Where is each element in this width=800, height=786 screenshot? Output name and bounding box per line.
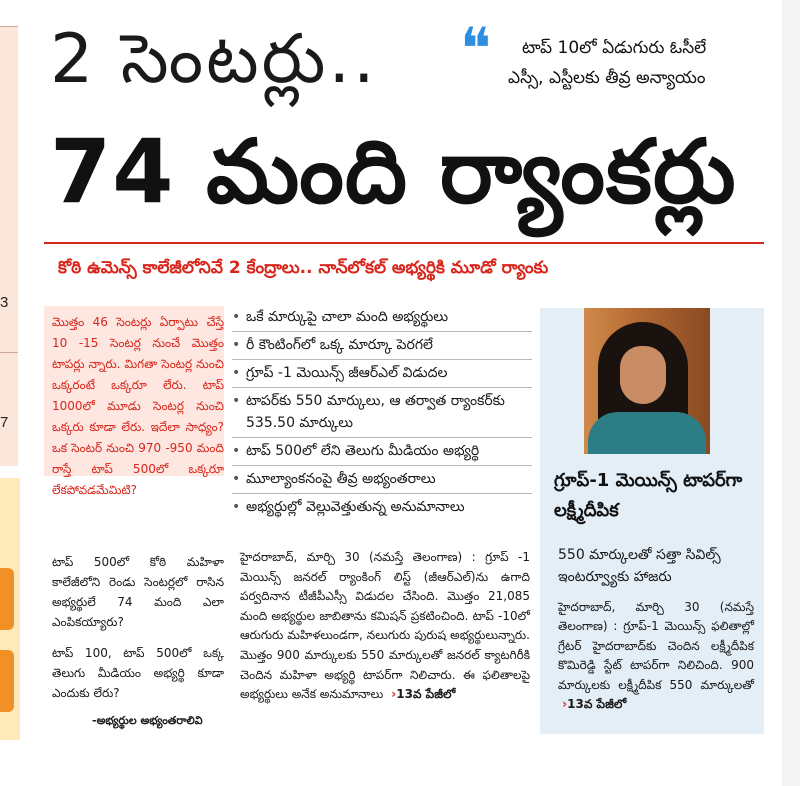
topper-photo [584, 308, 710, 454]
edge-divider [0, 352, 18, 353]
subheadline: కోఠి ఉమెన్స్ కాలేజీలోనివే 2 కేంద్రాలు.. నాన్‌లోకల్ అభ్యర్థికి మూడో ర్యాంకు [58, 258, 549, 278]
bullet-icon: • [232, 309, 241, 325]
subhead-divider [44, 242, 764, 244]
topper-continue-link[interactable]: ›13వ పేజీలో [558, 697, 627, 712]
left-page-edge [0, 26, 18, 466]
topper-subtitle: 550 మార్కులతో సత్తా సివిల్స్ ఇంటర్వ్యూకు హాజరు [558, 547, 721, 585]
sidebar-signature: -అభ్యర్థుల అభ్యంతరాలివి [92, 714, 203, 727]
list-item [232, 388, 532, 438]
bullet-icon: • [232, 443, 241, 459]
ad-graphic [0, 650, 14, 712]
bullet-text: టాప్ 500లో లేని తెలుగు మీడియం అభ్యర్థి [246, 443, 480, 459]
bullet-icon: • [232, 471, 241, 487]
list-item [232, 494, 532, 521]
list-item [232, 438, 532, 466]
bullet-text: మూల్యాంకనంపై తీవ్ర అభ్యంతరాలు [246, 471, 436, 487]
bullet-icon: • [232, 393, 241, 409]
arrow-icon: › [387, 687, 397, 702]
sidebar-red-text: మొత్తం 46 సెంటర్లు ఏర్పాటు చేస్తే 10 -15 సెంటర్ల నుంచే మొత్తం టాపర్లు న్నారు. మిగతా సెంటర్ల నుంచి ఒక్కరంటే ఒక్కరూ లేరు. టాప్ 1000లో మూడు సెంటర్ల నుంచి ఒక్కరు కూడా లేరు. ఇదేలా సాధ్యం? ఒక సెంటర్ నుంచి 970 -950 మంది రాస్తే టాప్ 500లో ఒక్కరూ లేకపోవడమేమిటి? [52, 315, 224, 497]
sidebar-question-2: టాప్ 100, టాప్ 500లో ఒక్క తెలుగు మీడియం అభ్యర్థి కూడా ఎందుకు లేరు? [52, 646, 224, 700]
quote-line2: ఎస్సీ, ఎస్టీలకు తీవ్ర అన్యాయం [508, 68, 706, 88]
topper-text: హైదరాబాద్, మార్చి 30 (నమస్తే తెలంగాణ) : గ్రూప్-1 మెయిన్స్ ఫలితాల్లో గ్రేటర్ హైదరాబాద్‌కు చెందిన లక్ష్మీదీపిక కొమిరెడ్డి స్టేట్ టాపర్‌గా నిలిచింది. 900 మార్కులకు లక్ష్మీదీపిక 550 మార్కులతో [558, 600, 754, 692]
quote-icon: ❝ [460, 15, 492, 83]
headline-line1: 2 సెంటర్లు.. [50, 20, 378, 99]
edge-divider [0, 26, 18, 27]
bullet-icon: • [232, 337, 241, 353]
bullet-icon: • [232, 499, 241, 515]
list-item [232, 466, 532, 494]
arrow-icon: › [558, 697, 568, 712]
topper-title: గ్రూప్-1 మెయిన్స్ టాపర్‌గా లక్ష్మీదీపిక [554, 470, 743, 521]
sidebar-question-1: టాప్ 500లో కోఠి మహిళా కాలేజీలోని రెండు సెంటర్లలో రాసిన అభ్యర్థులే 74 మంది ఎలా ఎంపికయ్యారు? [52, 555, 224, 629]
ad-graphic [0, 568, 14, 630]
list-item [232, 360, 532, 388]
list-item [232, 332, 532, 360]
headline-line2: 74 మంది ర్యాంకర్లు [50, 120, 737, 223]
article-body [240, 548, 530, 705]
edge-number: 7 [0, 414, 9, 431]
list-item [232, 304, 532, 332]
bullet-list [232, 304, 532, 521]
article-text: హైదరాబాద్, మార్చి 30 (నమస్తే తెలంగాణ) : గ్రూప్ -1 మెయిన్స్ జనరల్ ర్యాంకింగ్ లిస్ట్ (జీఆర్ఎల్)ను ఉగాది పర్వదినాన టీజీపీఎస్సీ విడుదల చేసింది. మొత్తం 21,085 మంది అభ్యర్థుల జాబితాను కమిషన్ ప్రకటించింది. టాప్ -10లో ఆరుగురు మహిళలుండగా, నలుగురు పురుష అభ్యర్థులున్నారు. మొత్తం 900 మార్కులకు 550 మార్కులతో జనరల్ క్యాటగిరీకి చెందిన మహిళా అభ్యర్థి టాపర్‌గా నిలిచారు. ఈ ఫలితాలపై అభ్యర్థులు అనేక అనుమానాలు [240, 550, 530, 702]
left-advertisement [0, 478, 20, 740]
bullet-text: రీ కౌంటింగ్‌లో ఒక్క మార్కూ పెరగలే [246, 337, 433, 353]
bullet-text: ఒకే మార్కుపై చాలా మంది అభ్యర్థులు [246, 309, 449, 325]
edge-number: 3 [0, 294, 9, 311]
quote-line1: టాప్ 10లో ఏడుగురు ఓసీలే [522, 38, 707, 58]
bullet-icon: • [232, 365, 241, 381]
bullet-text: గ్రూప్ -1 మెయిన్స్ జీఆర్ఎల్ విడుదల [246, 365, 448, 381]
right-page-edge [782, 0, 800, 786]
topper-article [558, 598, 754, 714]
bullet-text: టాపర్‌కు 550 మార్కులు, ఆ తర్వాత ర్యాంకర్‌కు 535.50 మార్కులు [246, 393, 505, 431]
bullet-text: అభ్యర్థుల్లో వెల్లువెత్తుతున్న అనుమానాలు [246, 499, 465, 515]
article-continue-link[interactable]: ›13వ పేజీలో [387, 687, 456, 702]
